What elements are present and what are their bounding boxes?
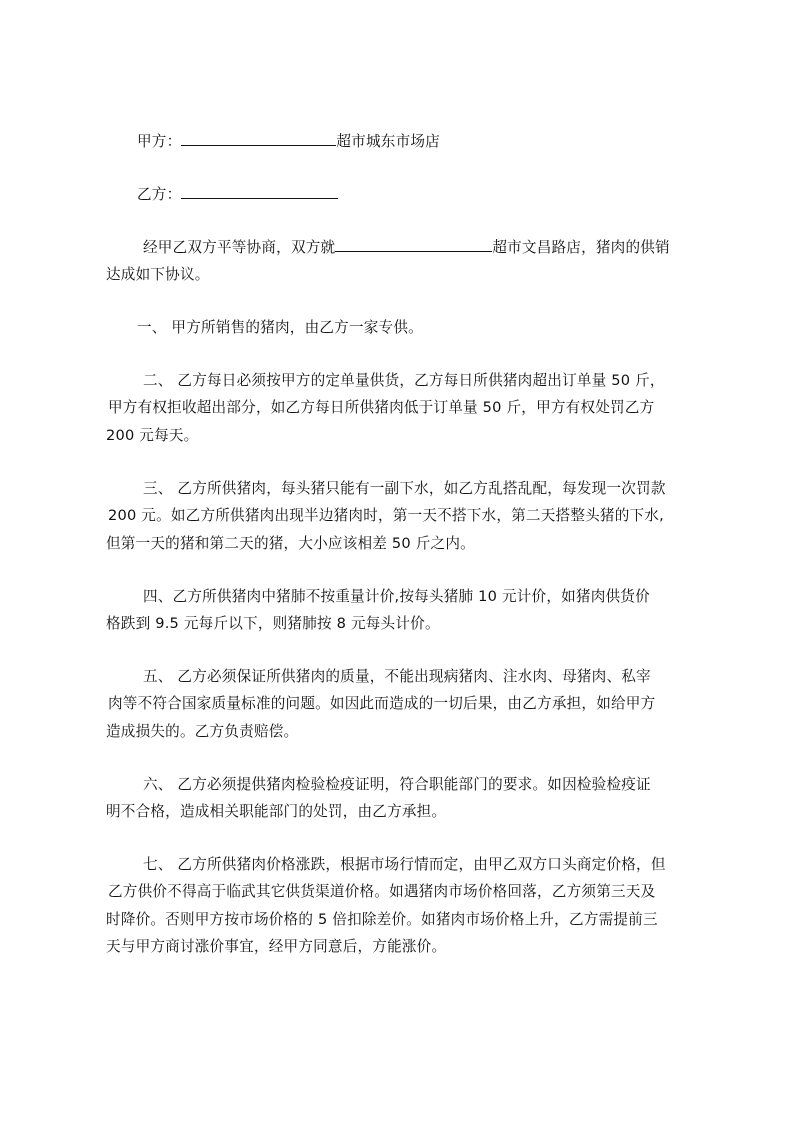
intro-line-2: 达成如下协议。 bbox=[106, 266, 210, 283]
clause-6-line-2: 明不合格，造成相关职能部门的处罚，由乙方承担。 bbox=[106, 803, 447, 820]
clause-6-line-1: 六、 乙方必须提供猪肉检验检疫证明，符合职能部门的要求。如因检验检疫证 bbox=[143, 776, 651, 793]
party-a-line bbox=[137, 131, 440, 152]
clause-7-line-3: 时降价。否则甲方按市场价格的 5 倍扣除差价。如猪肉市场价格上升，乙方需提前三 bbox=[106, 911, 658, 928]
intro-part2: 超市文昌路店，猪肉的供销 bbox=[492, 239, 670, 256]
clause-7-line-4: 天与甲方商讨涨价事宜，经甲方同意后，方能涨价。 bbox=[106, 938, 447, 955]
clause-2-line-1: 二、 乙方每日必须按甲方的定单量供货，乙方每日所供猪肉超出订单量 50 斤， bbox=[143, 372, 665, 389]
party-b-line bbox=[137, 184, 338, 205]
clause-3-line-2: 200 元。如乙方所供猪肉出现半边猪肉时，第一天不搭下水，第二天搭整头猪的下水, bbox=[108, 507, 664, 524]
clause-7-line-2: 乙方供价不得高于临武其它供货渠道价格。如遇猪肉市场价格回落，乙方须第三天及 bbox=[108, 883, 656, 900]
party-a-label: 甲方： bbox=[137, 133, 182, 150]
party-a-blank bbox=[181, 131, 336, 146]
clause-4-line-1: 四、乙方所供猪肉中猪肺不按重量计价,按每头猪肺 10 元计价，如猪肉供货价 bbox=[143, 588, 650, 605]
intro-part1: 经甲乙双方平等协商，双方就 bbox=[143, 239, 336, 256]
clause-2-line-3: 200 元每天。 bbox=[106, 427, 199, 444]
intro-line-1 bbox=[143, 237, 670, 258]
party-a-suffix: 超市城东市场店 bbox=[336, 133, 440, 150]
clause-4-line-2: 格跌到 9.5 元每斤以下，则猪肺按 8 元每头计价。 bbox=[106, 615, 440, 632]
party-b-label: 乙方： bbox=[137, 186, 182, 203]
clause-5-line-3: 造成损失的。乙方负责赔偿。 bbox=[106, 723, 299, 740]
clause-5-line-1: 五、 乙方必须保证所供猪肉的质量，不能出现病猪肉、注水肉、母猪肉、私宰 bbox=[143, 668, 651, 685]
clause-2-line-2: 甲方有权拒收超出部分，如乙方每日所供猪肉低于订单量 50 斤，甲方有权处罚乙方 bbox=[108, 399, 655, 416]
clause-1-line-1: 一、 甲方所销售的猪肉，由乙方一家专供。 bbox=[137, 319, 423, 336]
party-b-blank bbox=[181, 184, 338, 199]
intro-blank bbox=[335, 237, 492, 252]
clause-5-line-2: 肉等不符合国家质量标准的问题。如因此而造成的一切后果，由乙方承担，如给甲方 bbox=[108, 695, 656, 712]
clause-3-line-1: 三、 乙方所供猪肉，每头猪只能有一副下水，如乙方乱搭乱配，每发现一次罚款 bbox=[143, 480, 666, 497]
clause-7-line-1: 七、 乙方所供猪肉价格涨跌，根据市场行情而定，由甲乙双方口头商定价格，但 bbox=[143, 856, 666, 873]
clause-3-line-3: 但第一天的猪和第二天的猪，大小应该相差 50 斤之内。 bbox=[106, 535, 475, 552]
